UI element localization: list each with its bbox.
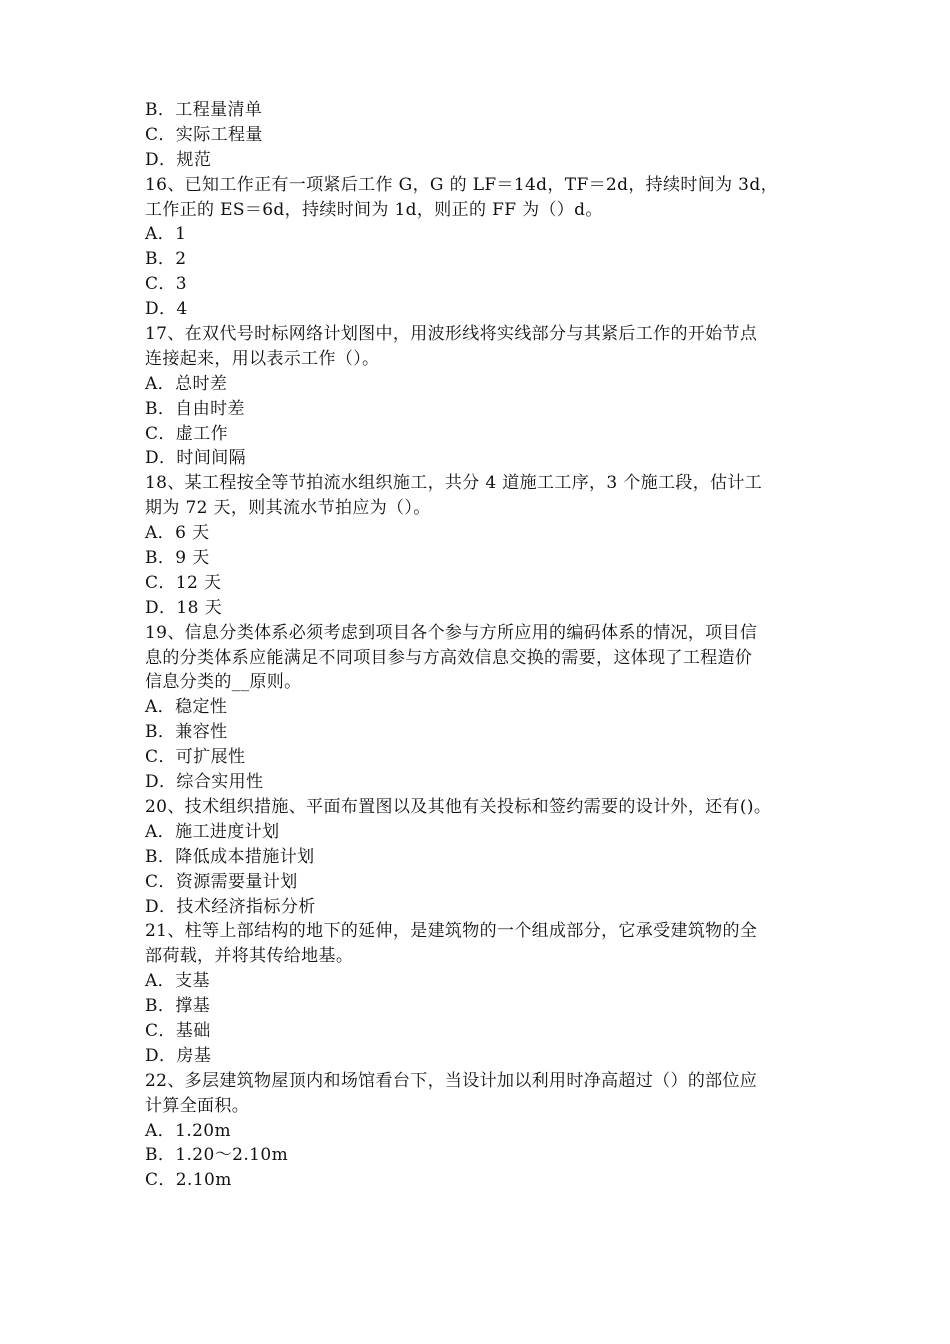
answer-option: A．支基 xyxy=(145,971,210,992)
answer-option: D．4 xyxy=(145,299,188,320)
answer-option: D．综合实用性 xyxy=(145,772,264,793)
question-text-line: 工作正的 ES＝6d，持续时间为 1d，则正的 FF 为（）d。 xyxy=(145,199,603,220)
answer-option: C．资源需要量计划 xyxy=(145,871,298,892)
answer-option: D．技术经济指标分析 xyxy=(145,896,316,917)
question-text-line: 20、技术组织措施、平面布置图以及其他有关投标和签约需要的设计外，还有()。 xyxy=(145,796,772,817)
question-text-line: 息的分类体系应能满足不同项目参与方高效信息交换的需要，这体现了工程造价 xyxy=(145,647,753,668)
answer-option: B．工程量清单 xyxy=(145,100,263,120)
question-text-line: 计算全面积。 xyxy=(145,1095,250,1116)
answer-option: A．6 天 xyxy=(145,523,210,544)
answer-option: B．自由时差 xyxy=(145,398,245,419)
question-text-line: 连接起来，用以表示工作（）。 xyxy=(145,348,380,369)
answer-option: C．3 xyxy=(145,274,188,295)
question-text-line: 信息分类的__原则。 xyxy=(145,672,302,693)
answer-option: D．规范 xyxy=(145,149,212,170)
answer-option: B．兼容性 xyxy=(145,722,228,743)
question-text-line: 19、信息分类体系必须考虑到项目各个参与方所应用的编码体系的情况，项目信 xyxy=(145,622,758,643)
answer-option: D．18 天 xyxy=(145,597,223,618)
answer-option: A．施工进度计划 xyxy=(145,821,280,842)
answer-option: B．1.20～2.10m xyxy=(145,1145,289,1166)
answer-option: A．1 xyxy=(145,224,187,245)
answer-option: B．9 天 xyxy=(145,548,210,569)
question-text-line: 16、已知工作正有一项紧后工作 G，G 的 LF＝14d，TF＝2d，持续时间为 3d， xyxy=(145,174,778,195)
answer-option: C．可扩展性 xyxy=(145,747,246,768)
answer-option: C．基础 xyxy=(145,1020,211,1041)
document-body xyxy=(145,98,815,1193)
question-text-line: 部荷载，并将其传给地基。 xyxy=(145,946,354,967)
answer-option: C．12 天 xyxy=(145,572,222,593)
answer-option: C．实际工程量 xyxy=(145,124,263,145)
answer-option: B．降低成本措施计划 xyxy=(145,846,315,867)
question-text-line: 18、某工程按全等节拍流水组织施工，共分 4 道施工工序，3 个施工段，估计工 xyxy=(145,473,763,494)
question-text-line: 22、多层建筑物屋顶内和场馆看台下，当设计加以利用时净高超过（）的部位应 xyxy=(145,1070,758,1091)
answer-option: D．房基 xyxy=(145,1045,212,1066)
answer-option: C．虚工作 xyxy=(145,423,229,444)
answer-option: C．2.10m xyxy=(145,1170,232,1191)
answer-option: B．2 xyxy=(145,249,187,270)
answer-option: A．1.20m xyxy=(145,1120,232,1141)
question-text-line: 21、柱等上部结构的地下的延伸，是建筑物的一个组成部分，它承受建筑物的全 xyxy=(145,921,758,942)
answer-option: A．总时差 xyxy=(145,373,228,394)
answer-option: A．稳定性 xyxy=(145,697,228,718)
question-text-line: 期为 72 天，则其流水节拍应为（）。 xyxy=(145,498,431,519)
answer-option: B．撑基 xyxy=(145,996,211,1017)
question-text-line: 17、在双代号时标网络计划图中，用波形线将实线部分与其紧后工作的开始节点 xyxy=(145,324,758,345)
answer-option: D．时间间隔 xyxy=(145,448,247,469)
